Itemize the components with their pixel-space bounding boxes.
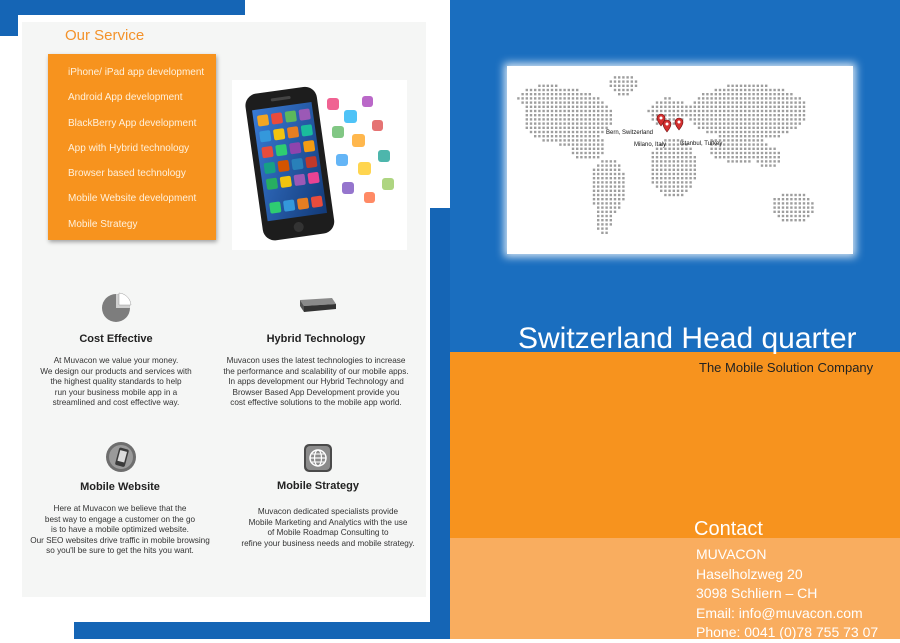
- feature-title-hybrid-technology: Hybrid Technology: [266, 333, 366, 345]
- service-item: Browser based technology: [68, 168, 186, 180]
- blue-accent-bar-left: [0, 0, 18, 36]
- feature-text-mobile-website: [24, 504, 216, 557]
- feature-line: In apps development our Hybrid Technology and: [228, 377, 404, 387]
- feature-title-mobile-website: Mobile Website: [80, 481, 160, 493]
- feature-line: Here at Muvacon we believe that the: [53, 504, 187, 513]
- feature-line: refine your business needs and mobile strategy.: [241, 538, 415, 548]
- map-pin-icon: [663, 120, 671, 132]
- feature-title-mobile-strategy: Mobile Strategy: [277, 480, 359, 492]
- feature-line: is to have a mobile optimized website.: [51, 525, 189, 535]
- feature-text-mobile-strategy: [226, 507, 430, 549]
- service-item: BlackBerry App development: [68, 117, 197, 129]
- contact-street: Haselholzweg 20: [696, 565, 803, 582]
- service-list: [48, 54, 216, 241]
- world-map-graphic: [507, 66, 853, 254]
- feature-line: Browser Based App Development provide you: [232, 387, 400, 397]
- feature-title-cost-effective: Cost Effective: [79, 333, 153, 345]
- feature-line: streamlined and cost effective way.: [52, 398, 180, 408]
- hq-subtitle: The Mobile Solution Company: [699, 360, 874, 375]
- contact-city: 3098 Schliern – CH: [696, 585, 818, 602]
- blue-accent-bar-middle: [430, 208, 450, 639]
- service-list-box: [48, 54, 216, 240]
- service-item: App with Hybrid technology: [68, 142, 190, 154]
- contact-phone: Phone: 0041 (0)78 755 73 07: [696, 624, 879, 641]
- service-item: Mobile Website development: [68, 193, 197, 205]
- globe-app-icon: [303, 443, 333, 473]
- contact-company: MUVACON: [696, 546, 767, 562]
- our-service-heading: Our Service: [65, 27, 145, 44]
- service-item: Android App development: [68, 92, 183, 104]
- feature-text-hybrid-technology: [216, 356, 416, 409]
- feature-line: Muvacon uses the latest technologies to increase: [226, 356, 406, 365]
- contact-heading: Contact: [694, 518, 763, 540]
- feature-line: the performance and scalability of our mobile apps.: [223, 366, 409, 376]
- service-item: iPhone/ iPad app development: [68, 67, 205, 78]
- contact-details: [696, 545, 878, 643]
- smartphone-illustration: [232, 80, 407, 250]
- feature-line: Our SEO websites drive traffic in mobile browsing: [30, 535, 210, 545]
- feature-line: Mobile Marketing and Analytics with the use: [248, 517, 408, 527]
- map-label-bern: Bern, Switzerland: [606, 130, 654, 136]
- feature-line: the highest quality standards to help: [50, 377, 182, 387]
- blue-accent-bar-top: [0, 0, 245, 15]
- feature-line: best way to engage a customer on the go: [44, 514, 196, 524]
- blue-accent-bar-bottom: [74, 622, 450, 639]
- map-label-istanbul: Istanbul, Turkey: [680, 141, 723, 147]
- hq-title: Switzerland Head quarter: [518, 322, 857, 355]
- smartphone-icon: [232, 80, 407, 250]
- feature-line: of Mobile Roadmap Consulting to: [267, 528, 389, 538]
- feature-line: Muvacon dedicated specialists provide: [257, 507, 399, 516]
- world-map: [507, 66, 853, 254]
- device-icon: [296, 296, 338, 314]
- feature-text-cost-effective: [30, 356, 202, 409]
- feature-line: so you'll be sure to get the hits you want.: [46, 546, 194, 556]
- feature-line: We design our products and services with: [40, 366, 192, 376]
- contact-email[interactable]: Email: info@muvacon.com: [696, 604, 863, 621]
- feature-line: At Muvacon we value your money.: [53, 356, 179, 365]
- feature-line: run your business mobile app in a: [54, 387, 178, 397]
- map-label-milano: Milano, Italy: [634, 142, 667, 148]
- feature-line: cost effective solutions to the mobile app world.: [230, 398, 402, 408]
- service-item: Mobile Strategy: [68, 218, 138, 230]
- mobile-web-icon: [104, 440, 138, 474]
- pie-chart-icon: [100, 292, 132, 324]
- map-pin-icon: [675, 118, 683, 130]
